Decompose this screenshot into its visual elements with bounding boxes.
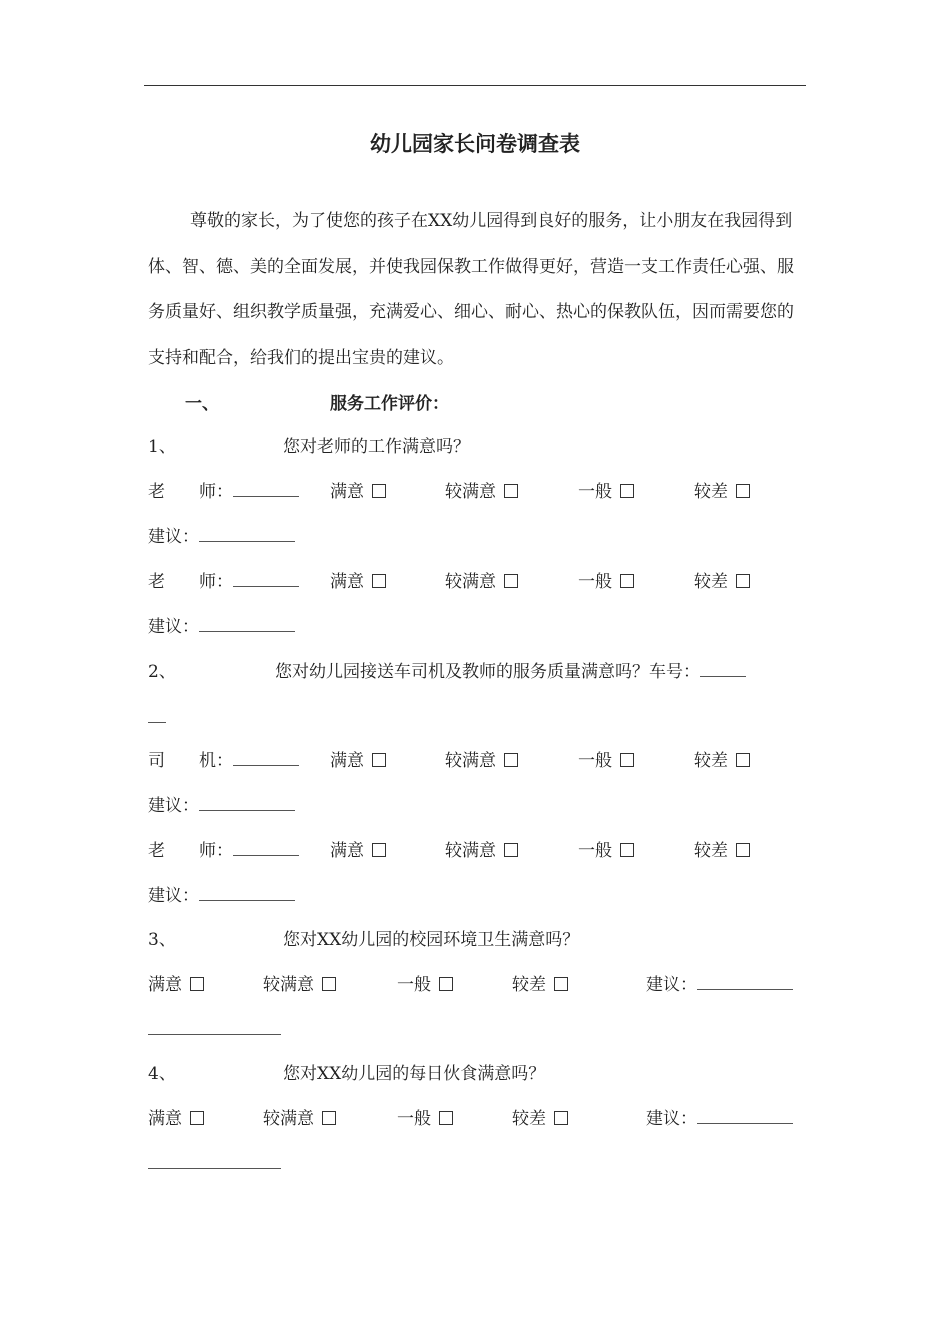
suggestion-row xyxy=(148,795,295,817)
option-average xyxy=(578,840,634,862)
option-label: 较差 xyxy=(694,482,728,502)
role-label: 老 师： xyxy=(148,572,233,592)
suggestion-blank[interactable] xyxy=(199,617,295,632)
checkbox[interactable] xyxy=(736,843,750,857)
checkbox[interactable] xyxy=(190,1111,204,1125)
option-fairly-satisfied xyxy=(445,481,518,503)
checkbox[interactable] xyxy=(620,484,634,498)
option-label: 满意 xyxy=(330,841,364,861)
option-poor xyxy=(694,750,750,772)
checkbox[interactable] xyxy=(620,574,634,588)
option-label: 较满意 xyxy=(263,1109,314,1129)
option-label: 满意 xyxy=(330,482,364,502)
section-heading: 服务工作评价： xyxy=(330,394,449,414)
checkbox[interactable] xyxy=(504,484,518,498)
q3-number: 3、 xyxy=(148,930,176,950)
suggestion-blank-continued[interactable] xyxy=(148,1153,281,1175)
suggestion-row xyxy=(646,1108,793,1130)
option-satisfied xyxy=(330,571,386,593)
option-label: 较差 xyxy=(694,841,728,861)
option-average xyxy=(397,974,453,996)
checkbox[interactable] xyxy=(190,977,204,991)
option-label: 较差 xyxy=(694,572,728,592)
role-label: 司 机： xyxy=(148,751,233,771)
role-name-blank[interactable] xyxy=(233,572,299,587)
q1-row1 xyxy=(148,481,299,503)
option-label: 较满意 xyxy=(445,841,496,861)
role-name-blank[interactable] xyxy=(233,751,299,766)
checkbox[interactable] xyxy=(620,843,634,857)
q1-text: 您对老师的工作满意吗？ xyxy=(283,437,470,457)
section-number: 一、 xyxy=(185,394,219,414)
intro-paragraph: 尊敬的家长，为了使您的孩子在XX幼儿园得到良好的服务，让小朋友在我园得到体、智、德、美的全面发展，并使我园保教工作做得更好，营造一支工作责任心强、服务质量好、组织教学质量强，充满爱心、细心、耐心、热心的保教队伍，因而需要您的支持和配合，给我们的提出宝贵的建议。 xyxy=(148,211,794,368)
q2-number: 2、 xyxy=(148,662,176,682)
option-label: 较满意 xyxy=(445,482,496,502)
option-fairly-satisfied xyxy=(445,750,518,772)
option-satisfied xyxy=(330,481,386,503)
vehicle-number-blank-continued[interactable] xyxy=(148,722,166,723)
option-satisfied xyxy=(330,750,386,772)
option-poor xyxy=(512,1108,568,1130)
option-poor xyxy=(694,481,750,503)
checkbox[interactable] xyxy=(736,484,750,498)
checkbox[interactable] xyxy=(504,574,518,588)
checkbox[interactable] xyxy=(372,843,386,857)
checkbox[interactable] xyxy=(736,753,750,767)
role-label: 老 师： xyxy=(148,841,233,861)
option-label: 满意 xyxy=(330,751,364,771)
q2-text: 您对幼儿园接送车司机及教师的服务质量满意吗？车号： xyxy=(275,662,700,682)
option-satisfied xyxy=(148,974,204,996)
option-label: 较差 xyxy=(512,975,546,995)
suggestion-label: 建议： xyxy=(148,617,199,637)
suggestion-blank[interactable] xyxy=(697,975,793,990)
suggestion-row xyxy=(148,885,295,907)
suggestion-row xyxy=(646,974,793,996)
option-label: 较满意 xyxy=(263,975,314,995)
checkbox[interactable] xyxy=(322,1111,336,1125)
checkbox[interactable] xyxy=(554,1111,568,1125)
suggestion-label: 建议： xyxy=(148,796,199,816)
suggestion-label: 建议： xyxy=(148,886,199,906)
q2-row1 xyxy=(148,750,299,772)
suggestion-row xyxy=(148,616,295,638)
suggestion-blank-continued[interactable] xyxy=(148,1019,281,1041)
suggestion-label: 建议： xyxy=(646,975,697,995)
q4-number: 4、 xyxy=(148,1064,176,1084)
checkbox[interactable] xyxy=(372,574,386,588)
checkbox[interactable] xyxy=(554,977,568,991)
suggestion-label: 建议： xyxy=(646,1109,697,1129)
option-fairly-satisfied xyxy=(263,1108,336,1130)
q3-text: 您对XX幼儿园的校园环境卫生满意吗？ xyxy=(283,930,580,950)
option-average xyxy=(578,750,634,772)
option-poor xyxy=(694,840,750,862)
suggestion-blank-line[interactable] xyxy=(148,1154,281,1169)
option-label: 较差 xyxy=(512,1109,546,1129)
checkbox[interactable] xyxy=(322,977,336,991)
vehicle-number-blank[interactable] xyxy=(700,662,746,677)
option-label: 满意 xyxy=(148,1109,182,1129)
option-label: 一般 xyxy=(578,482,612,502)
q2-line xyxy=(275,661,746,683)
option-fairly-satisfied xyxy=(263,974,336,996)
q1-row2 xyxy=(148,571,299,593)
option-average xyxy=(578,481,634,503)
checkbox[interactable] xyxy=(504,843,518,857)
suggestion-row xyxy=(148,526,295,548)
option-label: 一般 xyxy=(397,1109,431,1129)
suggestion-blank-line[interactable] xyxy=(148,1020,281,1035)
option-satisfied xyxy=(330,840,386,862)
option-label: 较满意 xyxy=(445,751,496,771)
role-label: 老 师： xyxy=(148,482,233,502)
q1-number: 1、 xyxy=(148,437,176,457)
checkbox[interactable] xyxy=(620,753,634,767)
suggestion-blank[interactable] xyxy=(199,527,295,542)
checkbox[interactable] xyxy=(439,977,453,991)
option-label: 满意 xyxy=(330,572,364,592)
option-satisfied xyxy=(148,1108,204,1130)
option-label: 较差 xyxy=(694,751,728,771)
option-label: 一般 xyxy=(578,841,612,861)
option-fairly-satisfied xyxy=(445,571,518,593)
checkbox[interactable] xyxy=(372,484,386,498)
suggestion-blank[interactable] xyxy=(199,796,295,811)
checkbox[interactable] xyxy=(372,753,386,767)
q2-row2 xyxy=(148,840,299,862)
option-poor xyxy=(512,974,568,996)
top-rule xyxy=(144,85,806,86)
q4-text: 您对XX幼儿园的每日伙食满意吗？ xyxy=(283,1064,546,1084)
option-label: 较满意 xyxy=(445,572,496,592)
suggestion-blank[interactable] xyxy=(199,886,295,901)
role-name-blank[interactable] xyxy=(233,482,299,497)
option-average xyxy=(397,1108,453,1130)
option-label: 一般 xyxy=(578,572,612,592)
checkbox[interactable] xyxy=(439,1111,453,1125)
option-poor xyxy=(694,571,750,593)
role-name-blank[interactable] xyxy=(233,841,299,856)
page-title: 幼儿园家长问卷调查表 xyxy=(370,131,580,156)
option-label: 满意 xyxy=(148,975,182,995)
suggestion-blank[interactable] xyxy=(697,1109,793,1124)
option-fairly-satisfied xyxy=(445,840,518,862)
checkbox[interactable] xyxy=(736,574,750,588)
suggestion-label: 建议： xyxy=(148,527,199,547)
option-label: 一般 xyxy=(578,751,612,771)
checkbox[interactable] xyxy=(504,753,518,767)
option-label: 一般 xyxy=(397,975,431,995)
option-average xyxy=(578,571,634,593)
